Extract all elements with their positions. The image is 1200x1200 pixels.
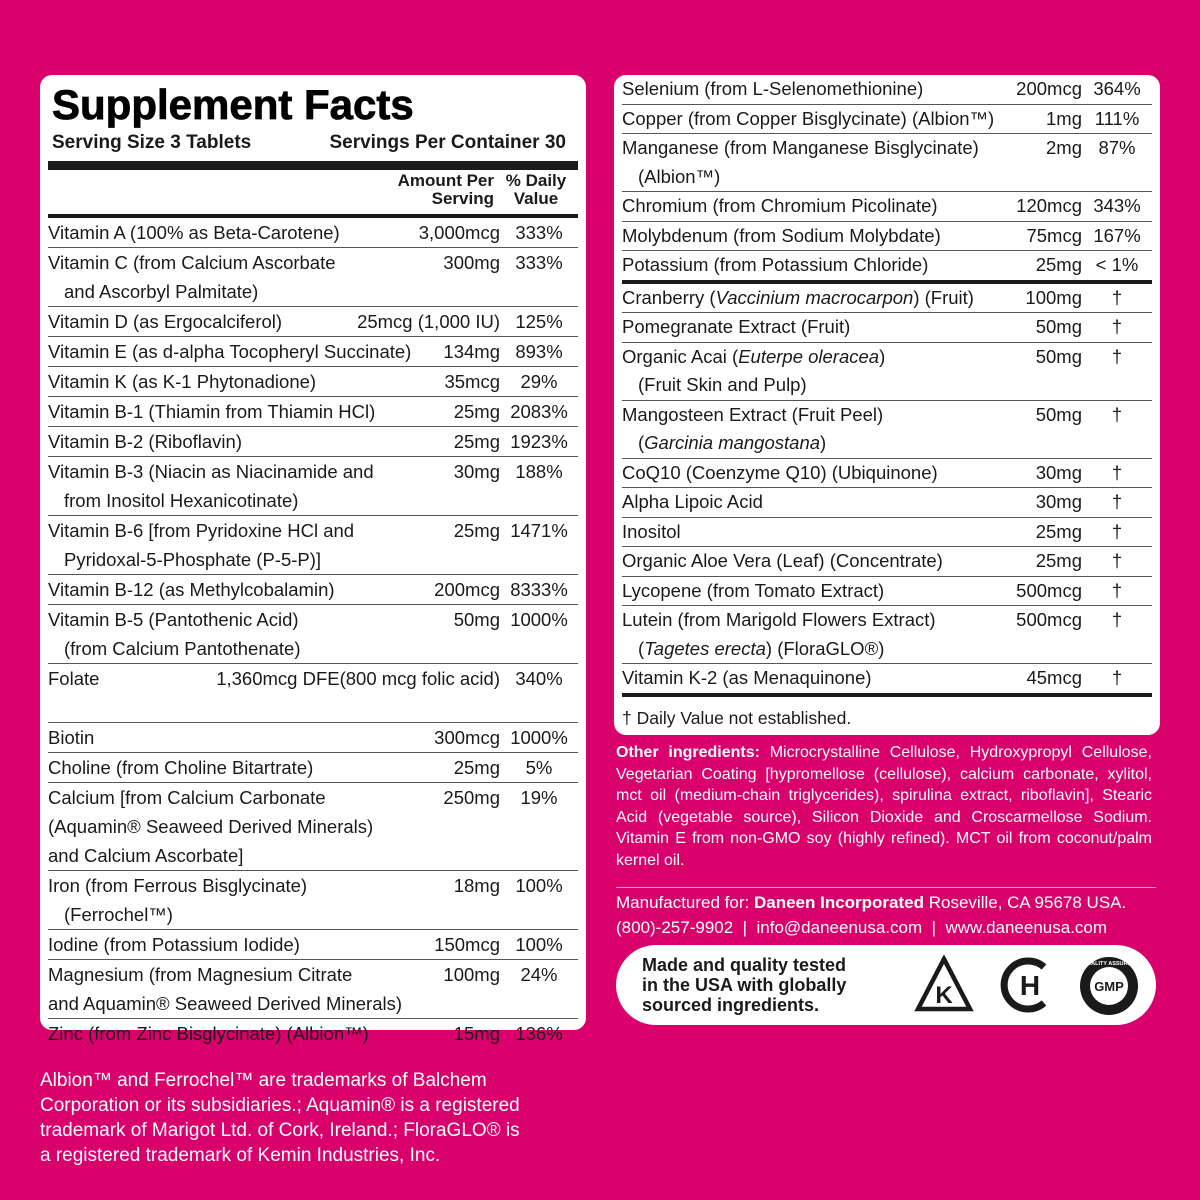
nutrient-amount (454, 516, 500, 574)
nutrient-name (622, 577, 1016, 606)
daily-value: 1000% (510, 609, 568, 630)
nutrient-name (48, 307, 357, 336)
nutrient-name-line (622, 429, 1036, 458)
daily-value: † (1111, 461, 1123, 483)
daily-value: 188% (515, 461, 563, 482)
nutrient-name (48, 218, 419, 247)
daily-value: † (1111, 550, 1123, 571)
nutrient-row (622, 343, 1152, 401)
manufacturer-info (616, 887, 1156, 940)
latin-name: Euterpe oleracea (738, 345, 880, 367)
nutrient-name (48, 457, 454, 515)
daily-value: 111% (1094, 107, 1140, 129)
amount-value: 25mg (453, 401, 500, 422)
daily-value: 364% (1093, 78, 1141, 99)
nutrient-name (48, 248, 443, 306)
nutrient-name-line: Mangosteen Extract (Fruit Peel) (622, 403, 884, 425)
amount-value: 50mg (1035, 403, 1082, 425)
daily-value: 100% (515, 934, 563, 955)
amount-value: 25mg (1035, 520, 1082, 542)
nutrient-name (48, 723, 434, 752)
nutrient-row (48, 516, 578, 575)
name-part: Cranberry ( (622, 286, 716, 308)
nutrient-row (622, 105, 1152, 135)
daily-value: 87% (1098, 137, 1136, 158)
daily-value: † (1111, 316, 1123, 337)
amount-value: 1,360mcg DFE (216, 668, 340, 689)
nutrient-row (48, 930, 578, 960)
latin-name: Garcinia mangostana (644, 432, 821, 453)
nutrient-name-line: Calcium [from Calcium Carbonate (48, 787, 326, 808)
kosher-h-letter: H (1019, 970, 1041, 1001)
nutrient-name (622, 343, 1036, 400)
nutrient-name-line (622, 635, 1016, 664)
nutrient-name (48, 960, 443, 1018)
nutrient-row (622, 577, 1152, 607)
nutrient-name-line: Vitamin B-6 [from Pyridoxine HCl and (48, 520, 355, 541)
nutrient-name (48, 337, 443, 366)
nutrient-name (48, 575, 434, 604)
nutrient-amount (1036, 547, 1082, 576)
nutrient-name (622, 488, 1036, 517)
nutrient-name (622, 251, 1036, 280)
nutrient-name-line: Selenium (from L-Selenomethionine) (622, 78, 924, 99)
nutrient-row (48, 397, 578, 427)
nutrient-name-line: Alpha Lipoic Acid (622, 491, 763, 512)
amount-value: 30mg (453, 461, 500, 482)
amount-value: 30mg (1035, 461, 1082, 483)
nutrient-name-line: Pomegranate Extract (Fruit) (622, 316, 851, 337)
nutrient-name-line: Folate (48, 668, 100, 689)
daily-value: 8333% (510, 579, 568, 600)
amount-header (354, 172, 504, 208)
made-in-usa-text (642, 955, 846, 1015)
nutrient-amount (1016, 577, 1082, 606)
nutrient-name-line: Zinc (from Zinc Bisglycinate) (Albion™) (48, 1023, 369, 1044)
amount-value: 25mg (1035, 254, 1082, 275)
daily-value: 893% (515, 341, 563, 362)
nutrient-name-line: Chromium (from Chromium Picolinate) (622, 195, 938, 216)
nutrient-name-line: from Inositol Hexanicotinate) (64, 490, 299, 511)
amount-value: 25mg (453, 520, 500, 541)
nutrient-name (48, 397, 454, 426)
nutrient-name-line: Vitamin B-1 (Thiamin from Thiamin HCl) (48, 401, 376, 422)
nutrient-row (622, 518, 1152, 548)
nutrient-name (48, 753, 454, 782)
name-part: ) (FloraGLO®) (765, 637, 885, 659)
column-headers (48, 170, 578, 214)
daily-value: 340% (515, 668, 563, 689)
daily-value: † (1111, 345, 1123, 367)
nutrient-amount (216, 664, 500, 722)
dv-header-line1: % Daily (505, 171, 567, 190)
nutrient-name-line: Vitamin A (100% as Beta-Carotene) (48, 222, 340, 243)
nutrient-amount (1036, 313, 1082, 342)
daily-value: † (1111, 491, 1123, 512)
nutrient-name-line: Copper (from Copper Bisglycinate) (Albion™) (622, 107, 995, 129)
nutrient-name (48, 605, 454, 663)
nutrient-row (622, 401, 1152, 459)
amount-value: 2mg (1046, 137, 1082, 158)
nutrient-name-line: Vitamin D (as Ergocalciferol) (48, 311, 283, 332)
nutrient-amount (1025, 284, 1082, 313)
amount-value: 150mcg (434, 934, 500, 955)
servings-per-container: Servings Per Container 30 (329, 132, 566, 153)
nutrient-name-line: CoQ10 (Coenzyme Q10) (Ubiquinone) (622, 461, 938, 483)
nutrient-row (48, 605, 578, 664)
nutrient-name-line: Iodine (from Potassium Iodide) (48, 934, 300, 955)
amount-value: 50mg (1035, 316, 1082, 337)
trademark-line4: a registered trademark of Kemin Industries, Inc. (40, 1145, 441, 1166)
nutrient-row (48, 248, 578, 307)
amount-value: 500mcg (1016, 579, 1082, 601)
nutrient-amount (1036, 251, 1082, 280)
nutrient-amount (454, 397, 500, 426)
kosher-k-icon (914, 955, 974, 1015)
nutrient-amount (454, 457, 500, 515)
nutrient-amount (443, 960, 500, 1018)
nutrient-amount (444, 367, 500, 396)
nutrient-name (622, 664, 1026, 693)
nutrient-name-line: Organic Aloe Vera (Leaf) (Concentrate) (622, 550, 943, 571)
nutrient-name (622, 401, 1036, 458)
amount-value: 25mcg (1,000 IU) (357, 311, 500, 332)
nutrient-name (622, 606, 1016, 663)
nutrient-row (622, 488, 1152, 518)
nutrient-name-line: and Ascorbyl Palmitate) (64, 281, 259, 302)
nutrient-amount (1026, 664, 1082, 693)
name-part: ) (820, 432, 827, 453)
name-part: ( (638, 637, 645, 659)
amount-header-line2: Serving (431, 189, 494, 208)
amount-value: 75mcg (1026, 224, 1082, 246)
nutrient-amount (1036, 518, 1082, 547)
nutrient-name (622, 547, 1036, 576)
serving-info (48, 131, 578, 155)
nutrient-name (622, 192, 1016, 221)
botanical-list (622, 284, 1152, 693)
nutrient-amount (1016, 75, 1082, 104)
nutrient-row (48, 783, 578, 871)
nutrient-row (48, 218, 578, 248)
nutrient-name-line: Inositol (622, 520, 681, 542)
kosher-ch-icon (998, 955, 1058, 1015)
nutrient-name-line: Vitamin E (as d-alpha Tocopheryl Succinate) (48, 341, 412, 362)
nutrient-name (622, 134, 1046, 191)
nutrient-amount (1046, 134, 1082, 191)
nutrient-amount (443, 248, 500, 306)
nutrient-amount (454, 427, 500, 456)
nutrient-name-line: Vitamin C (from Calcium Ascorbate (48, 252, 336, 273)
other-ingredients-label: Other ingredients: (616, 744, 760, 761)
nutrient-name-line: (Albion™) (638, 165, 721, 187)
trademark-line3: trademark of Marigot Ltd. of Cork, Ireland.; FloraGLO® is (40, 1120, 520, 1141)
daily-value: 333% (515, 222, 563, 243)
manufacturer-prefix: Manufactured for: (616, 893, 754, 912)
amount-value: 50mg (1035, 345, 1082, 367)
nutrient-row (622, 313, 1152, 343)
nutrient-name-line: Manganese (from Manganese Bisglycinate) (622, 137, 979, 158)
nutrient-row (622, 251, 1152, 280)
nutrient-row (622, 459, 1152, 489)
nutrient-name-line: Vitamin B-12 (as Methylcobalamin) (48, 579, 335, 600)
daily-value: 100% (515, 875, 563, 896)
daily-value: 2083% (510, 401, 568, 422)
nutrient-name-line: (Fruit Skin and Pulp) (638, 374, 807, 395)
other-ingredients (616, 742, 1152, 871)
supplement-facts-continued-panel (614, 75, 1160, 735)
nutrient-name (48, 664, 216, 722)
made-line2: in the USA with globally (642, 975, 847, 995)
daily-value: 1923% (510, 431, 568, 452)
daily-value: < 1% (1095, 254, 1139, 275)
amount-value: 45mcg (1026, 667, 1082, 688)
amount-value: 25mg (1035, 550, 1082, 571)
amount-value: 3,000mcg (418, 222, 500, 243)
daily-value: 333% (515, 252, 563, 273)
other-ingredients-text: Microcrystalline Cellulose, Hydroxypropyl Cellulose, Vegetarian Coating [hypromellose (cellulose), calcium carbonate, xylitol, mct oil (medium-chain triglycerides), spirulina extract, riboflavin], Stearic Acid (vegetable source), Silicon Dioxide and Croscarmellose Sodium. Vitamin E from non-GMO soy (highly refined). MCT oil from coconut/palm kernel oil. (616, 744, 1152, 869)
made-in-usa-badge (616, 945, 1156, 1025)
daily-value: 29% (520, 371, 558, 392)
nutrient-name-line: Vitamin K (as K-1 Phytonadione) (48, 371, 317, 392)
daily-value: 1000% (510, 727, 568, 748)
nutrient-row (622, 284, 1152, 314)
nutrient-name-line: Choline (from Choline Bitartrate) (48, 757, 314, 778)
trademark-line1: Albion™ and Ferrochel™ are trademarks of Balchem (40, 1070, 487, 1091)
amount-note: (800 mcg folic acid) (339, 668, 500, 689)
amount-value: 25mg (453, 431, 500, 452)
nutrient-name-line: (from Calcium Pantothenate) (64, 638, 301, 659)
nutrient-name-line: Vitamin B-5 (Pantothenic Acid) (48, 609, 299, 630)
nutrient-name (622, 313, 1036, 342)
nutrient-name-line: Lycopene (from Tomato Extract) (622, 579, 885, 601)
amount-value: 50mg (453, 609, 500, 630)
nutrient-amount (434, 723, 500, 752)
nutrient-amount (454, 871, 500, 929)
nutrient-row (48, 457, 578, 516)
daily-value: † (1111, 667, 1123, 688)
nutrient-name-line: Biotin (48, 727, 95, 748)
mineral-list (622, 75, 1152, 280)
nutrient-amount (357, 307, 500, 336)
nutrient-name-line: Potassium (from Potassium Chloride) (622, 254, 929, 275)
nutrient-row (48, 367, 578, 397)
name-part: ) (Fruit) (913, 286, 974, 308)
nutrient-name-line: and Aquamin® Seaweed Derived Minerals) (48, 993, 403, 1014)
nutrient-amount (1036, 488, 1082, 517)
nutrient-name-line: Pyridoxal-5-Phosphate (P-5-P)] (64, 549, 322, 570)
amount-value: 120mcg (1016, 195, 1082, 216)
nutrient-name (48, 930, 434, 959)
kosher-k-letter: K (935, 982, 953, 1009)
nutrient-name-line: Iron (from Ferrous Bisglycinate) (48, 875, 308, 896)
amount-value: 25mg (453, 757, 500, 778)
nutrient-row (48, 871, 578, 930)
nutrient-name (48, 427, 454, 456)
made-line3: sourced ingredients. (642, 995, 820, 1015)
nutrient-row (622, 664, 1152, 693)
daily-value: † (1111, 286, 1123, 308)
nutrient-name (48, 516, 454, 574)
nutrient-amount (1036, 401, 1082, 458)
amount-value: 35mcg (444, 371, 500, 392)
nutrient-row (48, 337, 578, 367)
nutrient-name-line: Magnesium (from Magnesium Citrate (48, 964, 353, 985)
trademark-notice (40, 1068, 588, 1168)
amount-value: 250mg (443, 787, 500, 808)
nutrient-name-line: (Aquamin® Seaweed Derived Minerals) (48, 816, 374, 837)
name-part: Organic Acai ( (622, 345, 739, 367)
nutrient-amount (1016, 606, 1082, 663)
nutrient-amount (443, 783, 500, 870)
nutrient-amount (1016, 192, 1082, 221)
serving-size: Serving Size 3 Tablets (52, 132, 252, 153)
name-part: ( (638, 432, 645, 453)
manufacturer-line (616, 890, 1156, 915)
nutrient-name-line: Molybdenum (from Sodium Molybdate) (622, 224, 941, 246)
amount-header-line1: Amount Per (397, 171, 494, 190)
nutrient-row (622, 606, 1152, 664)
daily-value: 136% (515, 1023, 563, 1044)
gmp-ring-text: QUALITY ASSURED (1082, 961, 1136, 967)
nutrient-name-line (622, 343, 1036, 372)
nutrient-row (622, 192, 1152, 222)
nutrient-amount (434, 930, 500, 959)
amount-value: 15mg (453, 1023, 500, 1044)
daily-value: 19% (520, 787, 558, 808)
nutrient-row (622, 547, 1152, 577)
nutrient-name (622, 105, 1046, 134)
nutrient-name-line: Lutein (from Marigold Flowers Extract) (622, 609, 936, 630)
amount-value: 100mg (1025, 286, 1082, 308)
nutrient-name (48, 871, 454, 929)
nutrient-name-line: Vitamin B-2 (Riboflavin) (48, 431, 242, 452)
nutrient-name-line: and Calcium Ascorbate] (48, 845, 244, 866)
nutrient-name-line: (Ferrochel™) (64, 904, 173, 925)
daily-value: 125% (515, 311, 563, 332)
nutrient-name-line (622, 284, 1025, 313)
nutrient-amount (419, 218, 500, 247)
nutrient-row (48, 960, 578, 1019)
gmp-quality-icon (1078, 955, 1140, 1017)
amount-value: 18mg (453, 875, 500, 896)
daily-value: 343% (1093, 195, 1141, 216)
amount-value: 500mcg (1016, 609, 1082, 630)
amount-value: 30mg (1035, 491, 1082, 512)
daily-value: † (1111, 609, 1123, 630)
amount-value: 200mcg (434, 579, 500, 600)
nutrient-row (622, 222, 1152, 252)
nutrient-amount (1036, 343, 1082, 400)
amount-value: 300mg (443, 252, 500, 273)
daily-value: 5% (525, 757, 553, 778)
daily-value: † (1111, 579, 1123, 601)
nutrient-amount (443, 337, 500, 366)
nutrient-amount (434, 575, 500, 604)
nutrient-name (48, 1019, 454, 1048)
daily-value: 1471% (510, 520, 568, 541)
footnote: † Daily Value not established. (622, 707, 852, 728)
nutrient-row (48, 575, 578, 605)
nutrient-name-line: Vitamin B-3 (Niacin as Niacinamide and (48, 461, 374, 482)
amount-value: 1mg (1046, 107, 1082, 129)
latin-name: Vaccinium macrocarpon (715, 286, 914, 308)
facts-title: Supplement Facts (52, 81, 414, 128)
manufacturer-address: Roseville, CA 95678 USA. (924, 893, 1127, 912)
latin-name: Tagetes erecta (644, 637, 766, 659)
nutrient-amount (1046, 105, 1082, 134)
nutrient-row (48, 1019, 578, 1048)
trademark-line2: Corporation or its subsidiaries.; Aquamin® is a registered (40, 1095, 520, 1116)
daily-value: † (1111, 403, 1123, 425)
nutrient-amount (1026, 222, 1082, 251)
nutrient-row (48, 664, 578, 723)
nutrient-name (48, 367, 444, 396)
contact-line: (800)-257-9902 | info@daneenusa.com | www.daneenusa.com (616, 918, 1108, 937)
thick-divider (48, 161, 578, 170)
dv-header-line2: Value (513, 189, 559, 208)
daily-value: † (1111, 520, 1123, 542)
nutrient-amount (454, 753, 500, 782)
left-nutrient-list (48, 218, 578, 1048)
nutrient-row (622, 134, 1152, 192)
daily-value-header (504, 172, 568, 208)
nutrient-name-line: Vitamin K-2 (as Menaquinone) (622, 667, 872, 688)
nutrient-amount (454, 1019, 500, 1048)
nutrient-name (622, 222, 1026, 251)
daily-value: 167% (1093, 224, 1141, 246)
nutrient-amount (1036, 459, 1082, 488)
nutrient-amount (454, 605, 500, 663)
amount-value: 200mcg (1016, 78, 1082, 99)
nutrient-name-line (48, 693, 216, 722)
nutrient-row (48, 753, 578, 783)
nutrient-name (622, 518, 1036, 547)
nutrient-name (48, 783, 443, 870)
amount-value: 100mg (443, 964, 500, 985)
nutrient-name (622, 284, 1025, 313)
nutrient-row (48, 427, 578, 457)
daily-value: 24% (520, 964, 558, 985)
nutrient-row (48, 723, 578, 753)
name-part: ) (879, 345, 886, 367)
nutrient-name (622, 75, 1016, 104)
nutrient-row (622, 75, 1152, 105)
manufacturer-company: Daneen Incorporated (753, 893, 925, 912)
made-line1: Made and quality tested (642, 955, 847, 975)
gmp-label: GMP (1094, 979, 1124, 994)
nutrient-row (48, 307, 578, 337)
supplement-facts-panel (40, 75, 586, 1044)
nutrient-name (622, 459, 1036, 488)
amount-value: 134mg (443, 341, 500, 362)
amount-value: 300mcg (434, 727, 500, 748)
